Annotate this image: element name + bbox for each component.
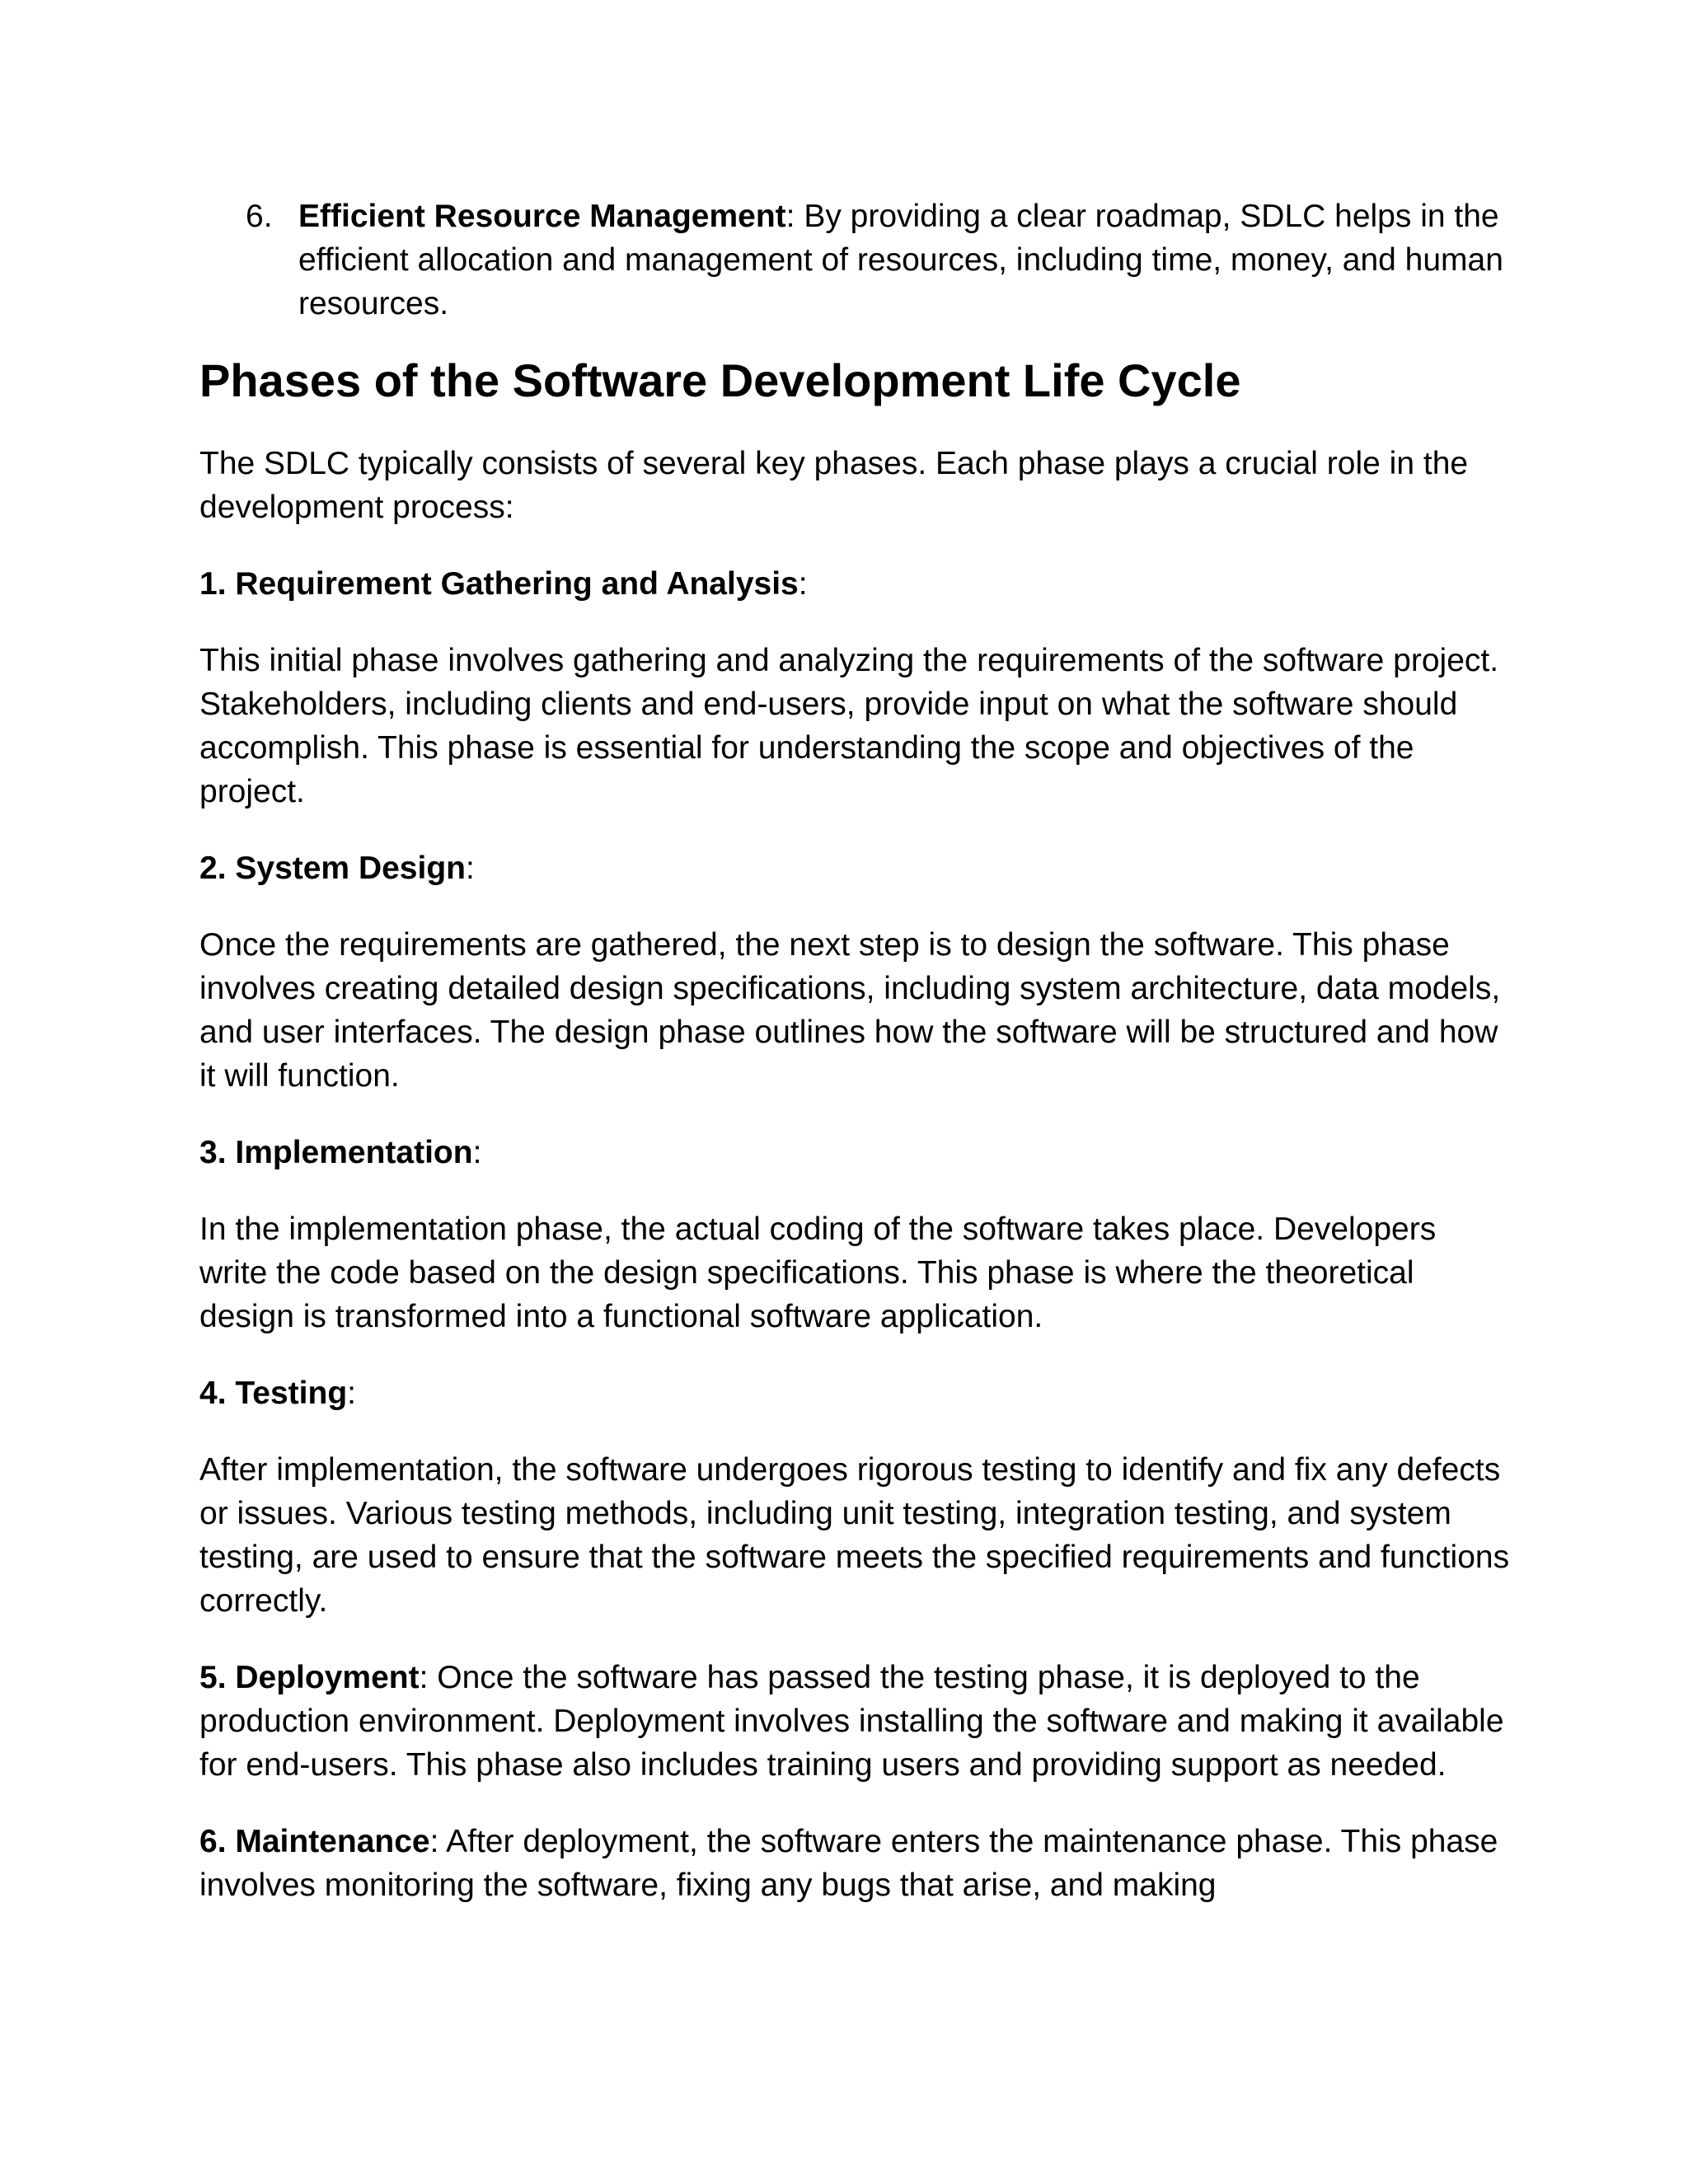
phase-heading-testing: [199, 1371, 1510, 1415]
phase-body: After deployment, the software enters the maintenance phase. This phase involves monitoring the software, fixing any bugs that arise, and making: [199, 1824, 1498, 1903]
phase-title: 6. Maintenance: [199, 1824, 430, 1859]
phase-title: 5. Deployment: [199, 1660, 420, 1695]
phase-separator: :: [347, 1376, 356, 1411]
list-item-efficient-resource-management: [199, 194, 1510, 326]
phase-maintenance: [199, 1820, 1510, 1907]
phase-body: Once the software has passed the testing phase, it is deployed to the production environment. Deployment involves installing the software and making it available for end-users. This phase also includes training users and providing support as needed.: [199, 1660, 1504, 1783]
phase-separator: :: [429, 1824, 439, 1859]
list-number: 6.: [246, 199, 273, 234]
phase-body-implementation: In the implementation phase, the actual coding of the software takes place. Developers write the code based on the design specifications. This phase is where the theoretical design is transformed into a functional software application.: [199, 1212, 1437, 1334]
intro-paragraph: The SDLC typically consists of several key phases. Each phase plays a crucial role in the development process:: [199, 446, 1469, 525]
phase-title: 4. Testing: [199, 1376, 348, 1411]
phase-heading-implementation: [199, 1131, 1510, 1174]
phase-heading-requirements: [199, 562, 1510, 606]
phase-body-testing: After implementation, the software undergoes rigorous testing to identify and fix any defects or issues. Various testing methods, including unit testing, integration testing, and system testing, are used to ensure that the software meets the specified requirements and functions correctly.: [199, 1452, 1510, 1619]
section-heading: Phases of the Software Development Life Cycle: [199, 354, 1241, 406]
phase-separator: :: [419, 1660, 429, 1695]
list-item-title: Efficient Resource Management: [298, 199, 786, 234]
document-content: [199, 194, 1510, 1907]
phase-title: 3. Implementation: [199, 1135, 473, 1170]
list-item-separator: :: [785, 199, 795, 234]
phase-title: 2. System Design: [199, 851, 466, 886]
phase-separator: :: [465, 851, 475, 886]
phase-separator: :: [472, 1135, 482, 1170]
phase-heading-system-design: [199, 846, 1510, 890]
phase-body-system-design: Once the requirements are gathered, the next step is to design the software. This phase involves creating detailed design specifications, including system architecture, data models, and user interfaces. The design phase outlines how the software will be structured and how it will function.: [199, 927, 1501, 1094]
phase-body-requirements: This initial phase involves gathering and analyzing the requirements of the software project. Stakeholders, including clients and end-users, provide input on what the software should accomplish. This phase is essential for understanding the scope and objectives of the project.: [199, 643, 1499, 809]
phase-deployment: [199, 1656, 1510, 1787]
phase-title: 1. Requirement Gathering and Analysis: [199, 566, 799, 602]
phase-separator: :: [798, 566, 808, 602]
list-item-text: By providing a clear roadmap, SDLC helps in the efficient allocation and management of resources, including time, money, and human resources.: [298, 199, 1503, 321]
